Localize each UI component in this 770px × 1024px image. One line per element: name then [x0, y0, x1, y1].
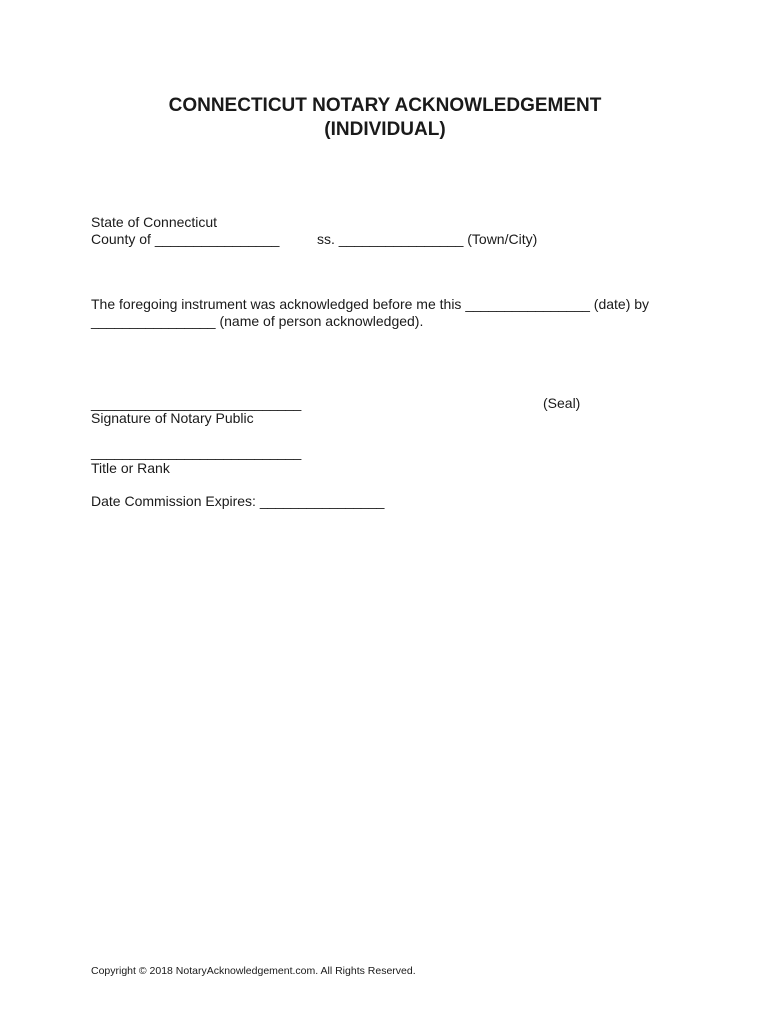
seal-label: (Seal): [543, 395, 581, 411]
title-line-2: (INDIVIDUAL): [324, 119, 446, 140]
signature-label: Signature of Notary Public: [91, 410, 254, 426]
copyright-footer: Copyright © 2018 NotaryAcknowledgement.com. All Rights Reserved.: [91, 965, 416, 977]
state-line: State of Connecticut: [91, 214, 218, 230]
acknowledgment-line-2: ________________ (name of person acknowledged).: [91, 313, 424, 329]
document-title: [0, 94, 770, 142]
commission-expires-line: Date Commission Expires: ________________: [91, 493, 385, 509]
county-line: County of ________________: [91, 231, 280, 247]
title-rank-label: Title or Rank: [91, 460, 170, 476]
acknowledgment-line-1: The foregoing instrument was acknowledged before me this ________________ (date) by: [91, 296, 650, 312]
title-line-1: CONNECTICUT NOTARY ACKNOWLEDGEMENT: [168, 95, 602, 116]
signature-blank-line: ___________________________: [91, 395, 302, 411]
title-rank-blank-line: ___________________________: [91, 444, 302, 460]
ss-town-city-line: ss. ________________ (Town/City): [317, 231, 538, 247]
